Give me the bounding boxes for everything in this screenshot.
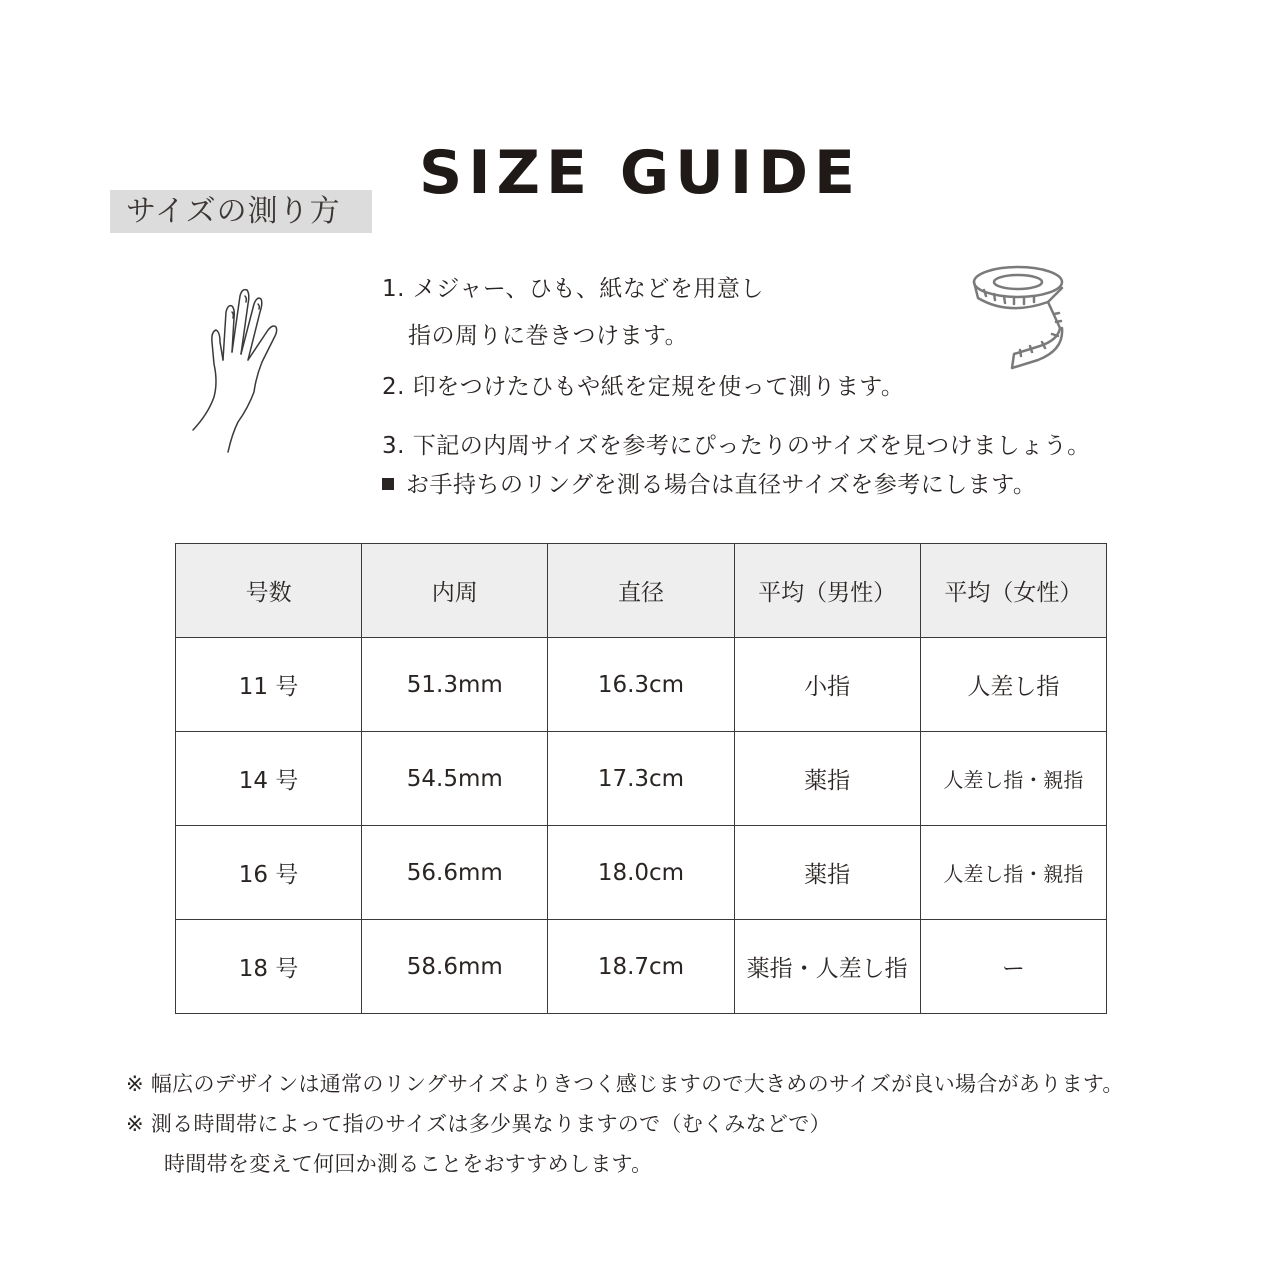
square-bullet-icon [382,478,394,490]
table-header-row [176,544,1107,638]
header-average-female: 平均（女性） [920,544,1106,638]
step-3: 3. 下記の内周サイズを参考にぴったりのサイズを見つけましょう。 [382,433,1091,459]
cell-male: 薬指 [734,732,920,826]
step-2: 2. 印をつけたひもや紙を定規を使って測ります。 [382,374,905,400]
header-inner-circumference: 内周 [362,544,548,638]
cell-size: 18 号 [176,920,362,1014]
cell-diameter: 16.3cm [548,638,734,732]
cell-diameter: 18.7cm [548,920,734,1014]
cell-female: 人差し指・親指 [920,732,1106,826]
note-diameter [382,466,1036,499]
table-row [176,638,1107,732]
cell-size: 16 号 [176,826,362,920]
cell-diameter: 17.3cm [548,732,734,826]
cell-male: 薬指・人差し指 [734,920,920,1014]
cell-female: 人差し指・親指 [920,826,1106,920]
size-table [175,543,1107,1014]
cell-size: 11 号 [176,638,362,732]
cell-inner: 54.5mm [362,732,548,826]
step-1 [382,270,764,350]
step-1-line-2: 指の周りに巻きつけます。 [408,323,689,349]
step-1-line-1: 1. メジャー、ひも、紙などを用意し [382,276,764,302]
cell-female: 人差し指 [920,638,1106,732]
cell-inner: 51.3mm [362,638,548,732]
cell-inner: 58.6mm [362,920,548,1014]
header-average-male: 平均（男性） [734,544,920,638]
section-label-how-to-measure: サイズの測り方 [110,190,372,233]
header-diameter: 直径 [548,544,734,638]
header-size-number: 号数 [176,544,362,638]
page-title: SIZE GUIDE [418,138,861,208]
cell-inner: 56.6mm [362,826,548,920]
footnote-2: ※ 測る時間帯によって指のサイズは多少異なりますので（むくみなどで） [126,1112,831,1136]
cell-size: 14 号 [176,732,362,826]
footnote-3: 時間帯を変えて何回か測ることをおすすめします。 [164,1152,653,1176]
hand-icon [190,282,300,457]
cell-female: ー [920,920,1106,1014]
table-row [176,732,1107,826]
cell-male: 小指 [734,638,920,732]
table-row [176,826,1107,920]
footnote-1: ※ 幅広のデザインは通常のリングサイズよりきつく感じますので大きめのサイズが良い場合があります。 [126,1072,1124,1096]
note-diameter-text: お手持ちのリングを測る場合は直径サイズを参考にします。 [406,472,1037,498]
cell-diameter: 18.0cm [548,826,734,920]
cell-male: 薬指 [734,826,920,920]
measuring-tape-icon [968,258,1068,370]
table-row [176,920,1107,1014]
